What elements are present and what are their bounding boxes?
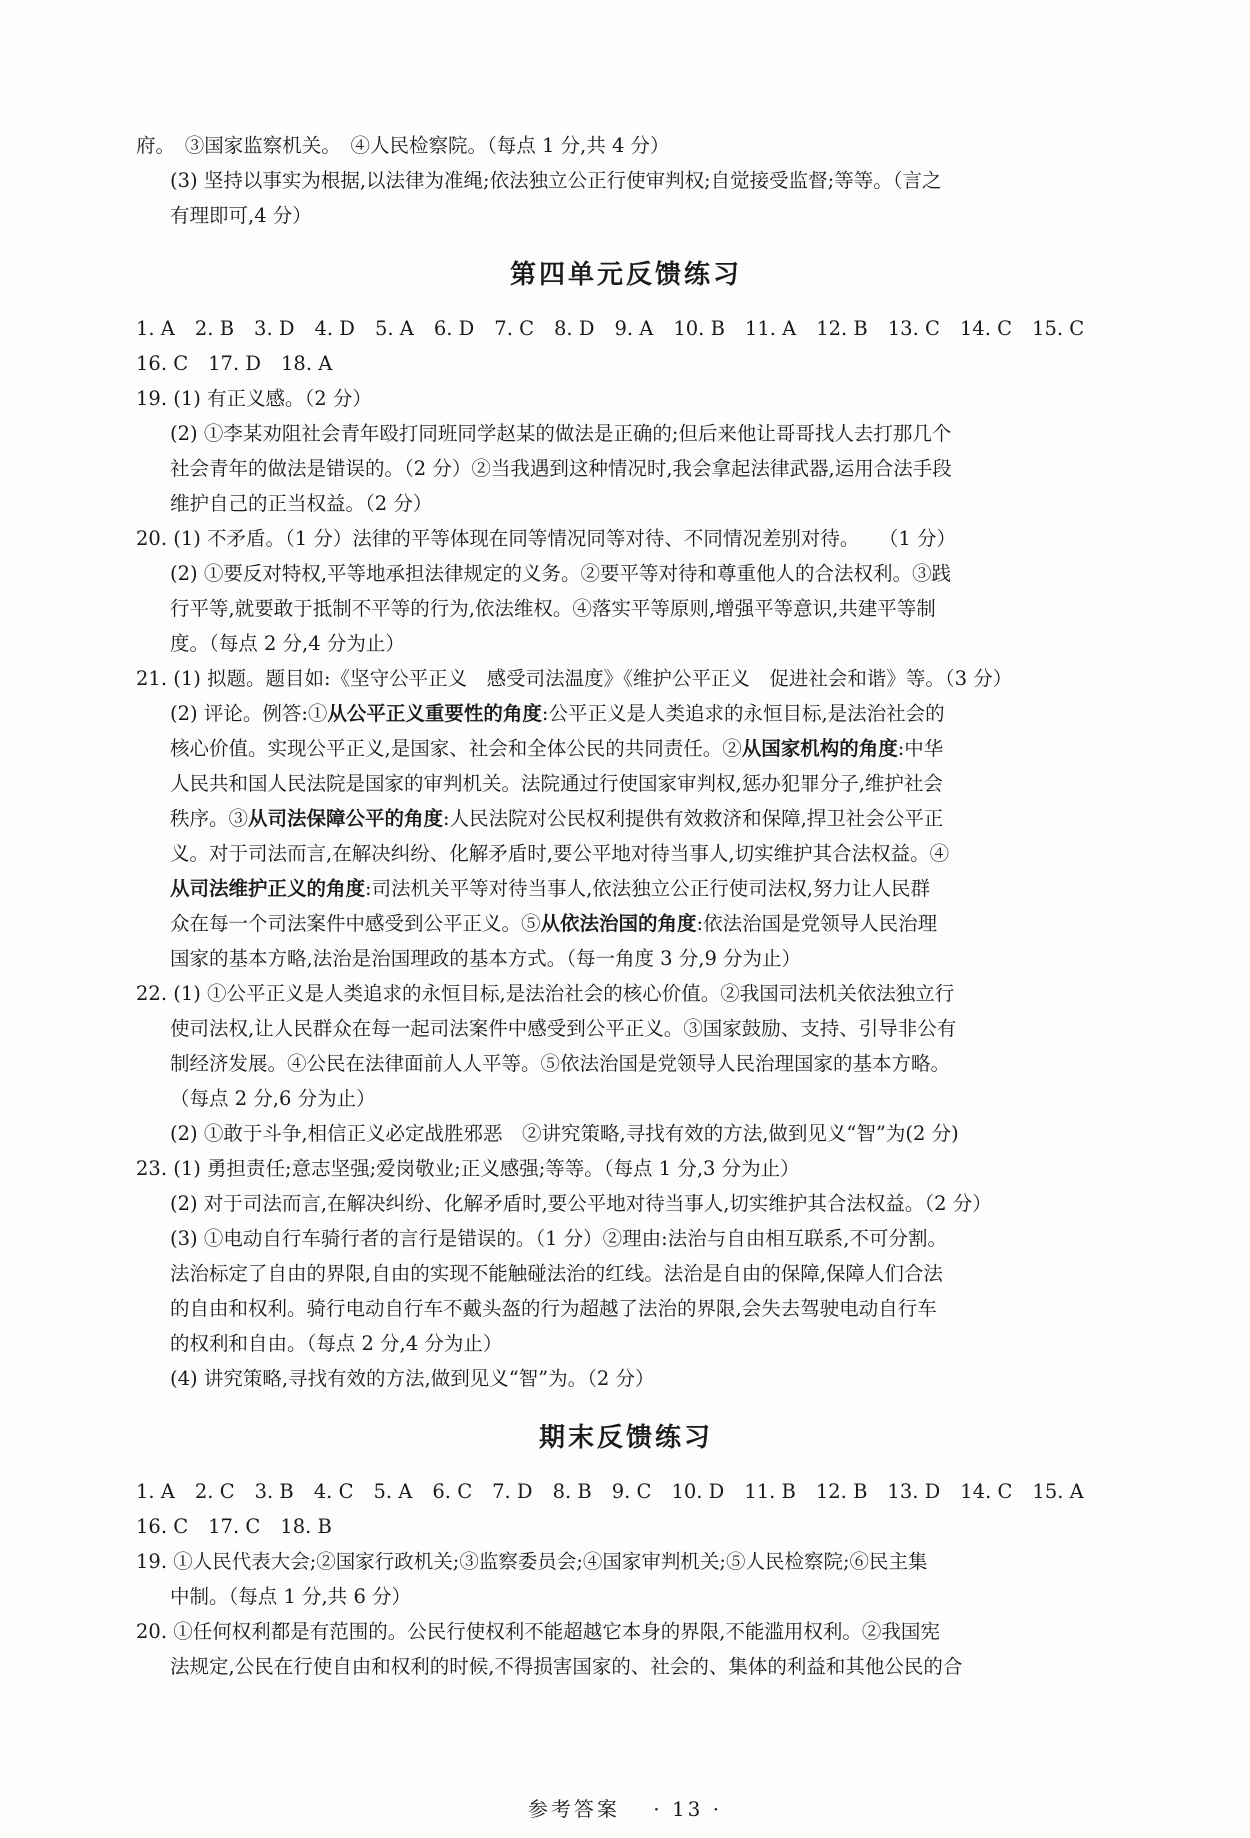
continuation-line-3: 有理即可,4 分） bbox=[170, 204, 312, 227]
q21-text: :司法机关平等对待当事人,依法独立公正行使司法权,努力让人民群 bbox=[365, 877, 930, 900]
mc-answer: 2. B bbox=[194, 317, 235, 340]
unit4-q19-line: 19. (1) 有正义感。（2 分） bbox=[136, 387, 372, 410]
unit4-q23-line: (2) 对于司法而言,在解决纠纷、化解矛盾时,要公平地对待当事人,切实维护其合法权益。（2 分） bbox=[170, 1192, 992, 1215]
unit4-q22-line: (2) ①敢于斗争,相信正义必定战胜邪恶 ②讲究策略,寻找有效的方法,做到见义“智”为(2 分) bbox=[170, 1122, 959, 1145]
q21-text: :公平正义是人类追求的永恒目标,是法治社会的 bbox=[541, 702, 945, 725]
unit4-q23-line: 的权利和自由。（每点 2 分,4 分为止） bbox=[170, 1332, 503, 1355]
mc-answer: 17. C bbox=[208, 1515, 261, 1538]
q21-text: :中华 bbox=[897, 737, 944, 760]
final-title: 期末反馈练习 bbox=[538, 1423, 713, 1453]
q21-text: (2) 评论。例答:① bbox=[170, 702, 328, 725]
mc-answer: 11. B bbox=[744, 1480, 796, 1503]
unit4-q23-line: (4) 讲究策略,寻找有效的方法,做到见义“智”为。（2 分） bbox=[170, 1367, 655, 1390]
mc-answer: 9. C bbox=[611, 1480, 652, 1503]
mc-answer: 10. D bbox=[671, 1480, 725, 1503]
q21-bold-heading: 从司法保障公平的角度 bbox=[248, 807, 444, 830]
mc-answer: 4. D bbox=[314, 317, 355, 340]
continuation-line-2: (3) 坚持以事实为根据,以法律为准绳;依法独立公正行使审判权;自觉接受监督;等等。（言之 bbox=[170, 169, 942, 192]
unit4-q21-line: 人民共和国人民法院是国家的审判机关。法院通过行使国家审判权,惩办犯罪分子,维护社会 bbox=[170, 772, 943, 795]
mc-answer: 1. A bbox=[136, 1480, 175, 1503]
mc-answer: 7. D bbox=[492, 1480, 533, 1503]
mc-answer: 16. C bbox=[136, 352, 189, 375]
unit4-q22-line: 22. (1) ①公平正义是人类追求的永恒目标,是法治社会的核心价值。②我国司法机关依法独立行 bbox=[136, 982, 955, 1005]
footer-label: 参考答案 bbox=[527, 1797, 620, 1821]
unit4-q21-line: 国家的基本方略,法治是治国理政的基本方式。（每一角度 3 分,9 分为止） bbox=[170, 947, 802, 970]
mc-answer: 8. B bbox=[552, 1480, 592, 1503]
unit4-q22-line: 使司法权,让人民群众在每一起司法案件中感受到公平正义。③国家鼓励、支持、引导非公有 bbox=[170, 1017, 957, 1040]
unit4-mc-row-1 bbox=[136, 311, 1116, 346]
mc-answer: 11. A bbox=[744, 317, 797, 340]
unit4-q22-line: （每点 2 分,6 分为止） bbox=[170, 1087, 376, 1110]
q21-bold-heading: 从国家机构的角度 bbox=[741, 737, 898, 760]
mc-answer: 12. B bbox=[815, 1480, 868, 1503]
unit4-q23-line: (3) ①电动自行车骑行者的言行是错误的。（1 分）②理由:法治与自由相互联系,不可分割。 bbox=[170, 1227, 947, 1250]
q21-bold-heading: 从司法维护正义的角度 bbox=[170, 877, 366, 900]
mc-answer: 13. C bbox=[887, 317, 940, 340]
final-q20-line: 20. ①任何权利都是有范围的。公民行使权利不能超越它本身的界限,不能滥用权利。②我国宪 bbox=[136, 1620, 940, 1643]
unit4-q21-line bbox=[136, 801, 1116, 836]
unit4-q21-line bbox=[136, 871, 1116, 906]
mc-answer: 18. A bbox=[281, 352, 333, 375]
mc-answer: 5. A bbox=[373, 1480, 413, 1503]
q21-bold-heading: 从依法治国的角度 bbox=[540, 912, 697, 935]
mc-answer: 5. A bbox=[374, 317, 414, 340]
unit4-q22-line: 制经济发展。④公民在法律面前人人平等。⑤依法治国是党领导人民治理国家的基本方略。 bbox=[170, 1052, 951, 1075]
mc-answer: 15. A bbox=[1032, 1480, 1084, 1503]
page-content bbox=[136, 128, 1116, 1684]
unit4-q19-line: (2) ①李某劝阻社会青年殴打同班同学赵某的做法是正确的;但后来他让哥哥找人去打那几个 bbox=[170, 422, 952, 445]
unit4-q19-line: 社会青年的做法是错误的。（2 分）②当我遇到这种情况时,我会拿起法律武器,运用合法手段 bbox=[170, 457, 952, 480]
mc-answer: 18. B bbox=[280, 1515, 332, 1538]
mc-answer: 6. D bbox=[433, 317, 475, 340]
mc-answer: 13. D bbox=[887, 1480, 941, 1503]
unit4-q23-line: 法治标定了自由的界限,自由的实现不能触碰法治的红线。法治是自由的保障,保障人们合法 bbox=[170, 1262, 943, 1285]
mc-answer: 6. C bbox=[432, 1480, 473, 1503]
q21-text: 众在每一个司法案件中感受到公平正义。⑤ bbox=[170, 912, 541, 935]
final-mc-row-2 bbox=[136, 1509, 1116, 1544]
mc-answer: 15. C bbox=[1032, 317, 1085, 340]
mc-answer: 14. C bbox=[960, 1480, 1013, 1503]
unit4-q20-line: 行平等,就要敢于抵制不平等的行为,依法维权。④落实平等原则,增强平等意识,共建平等制 bbox=[170, 597, 936, 620]
page-footer bbox=[0, 1793, 1250, 1822]
mc-answer: 16. C bbox=[136, 1515, 189, 1538]
unit4-q19-line: 维护自己的正当权益。（2 分） bbox=[170, 492, 433, 515]
unit4-q21-line: 21. (1) 拟题。题目如:《坚守公平正义 感受司法温度》《维护公平正义 促进社会和谐》等。（3 分） bbox=[136, 667, 1013, 690]
mc-answer: 8. D bbox=[554, 317, 595, 340]
mc-answer: 9. A bbox=[614, 317, 654, 340]
mc-answer: 17. D bbox=[208, 352, 261, 375]
unit4-title: 第四单元反馈练习 bbox=[509, 260, 742, 290]
q21-text: :人民法院对公民权利提供有效救济和保障,捍卫社会公平正 bbox=[443, 807, 944, 830]
mc-answer: 12. B bbox=[816, 317, 868, 340]
unit4-q21-line bbox=[136, 696, 1116, 731]
unit4-q21-line bbox=[136, 731, 1116, 766]
mc-answer: 4. C bbox=[313, 1480, 354, 1503]
unit4-q21-line bbox=[136, 906, 1116, 941]
mc-answer: 14. C bbox=[959, 317, 1013, 340]
mc-answer: 7. C bbox=[494, 317, 535, 340]
unit4-q20-line: 度。（每点 2 分,4 分为止） bbox=[170, 632, 405, 655]
page-number: · 13 · bbox=[653, 1797, 723, 1821]
mc-answer: 1. A bbox=[136, 317, 175, 340]
continuation-line-1: 府。 ③国家监察机关。 ④人民检察院。（每点 1 分,共 4 分） bbox=[136, 134, 670, 157]
q21-text: 秩序。③ bbox=[170, 807, 249, 830]
unit4-q21-line: 义。对于司法而言,在解决纠纷、化解矛盾时,要公平地对待当事人,切实维护其合法权益。④ bbox=[170, 842, 950, 865]
mc-answer: 2. C bbox=[194, 1480, 235, 1503]
unit4-mc-row-2 bbox=[136, 346, 1116, 381]
unit4-q20-line: (2) ①要反对特权,平等地承担法律规定的义务。②要平等对待和尊重他人的合法权利。③践 bbox=[170, 562, 952, 585]
final-q19-line: 中制。（每点 1 分,共 6 分） bbox=[170, 1585, 412, 1608]
mc-answer: 3. B bbox=[254, 1480, 294, 1503]
unit4-q20-line: 20. (1) 不矛盾。（1 分）法律的平等体现在同等情况同等对待、不同情况差别对待。 （1 分） bbox=[136, 527, 956, 550]
q21-text: :依法治国是党领导人民治理 bbox=[696, 912, 938, 935]
mc-answer: 3. D bbox=[254, 317, 295, 340]
q21-bold-heading: 从公平正义重要性的角度 bbox=[327, 702, 542, 725]
final-q20-line: 法规定,公民在行使自由和权利的时候,不得损害国家的、社会的、集体的利益和其他公民的合 bbox=[170, 1655, 963, 1678]
unit4-q23-line: 23. (1) 勇担责任;意志坚强;爱岗敬业;正义感强;等等。（每点 1 分,3 分为止） bbox=[136, 1157, 800, 1180]
unit4-q23-line: 的自由和权利。骑行电动自行车不戴头盔的行为超越了法治的界限,会失去驾驶电动自行车 bbox=[170, 1297, 937, 1320]
mc-answer: 10. B bbox=[673, 317, 725, 340]
q21-text: 核心价值。实现公平正义,是国家、社会和全体公民的共同责任。② bbox=[170, 737, 742, 760]
final-q19-line: 19. ①人民代表大会;②国家行政机关;③监察委员会;④国家审判机关;⑤人民检察院;⑥民主集 bbox=[136, 1550, 928, 1573]
final-mc-row-1 bbox=[136, 1474, 1116, 1509]
